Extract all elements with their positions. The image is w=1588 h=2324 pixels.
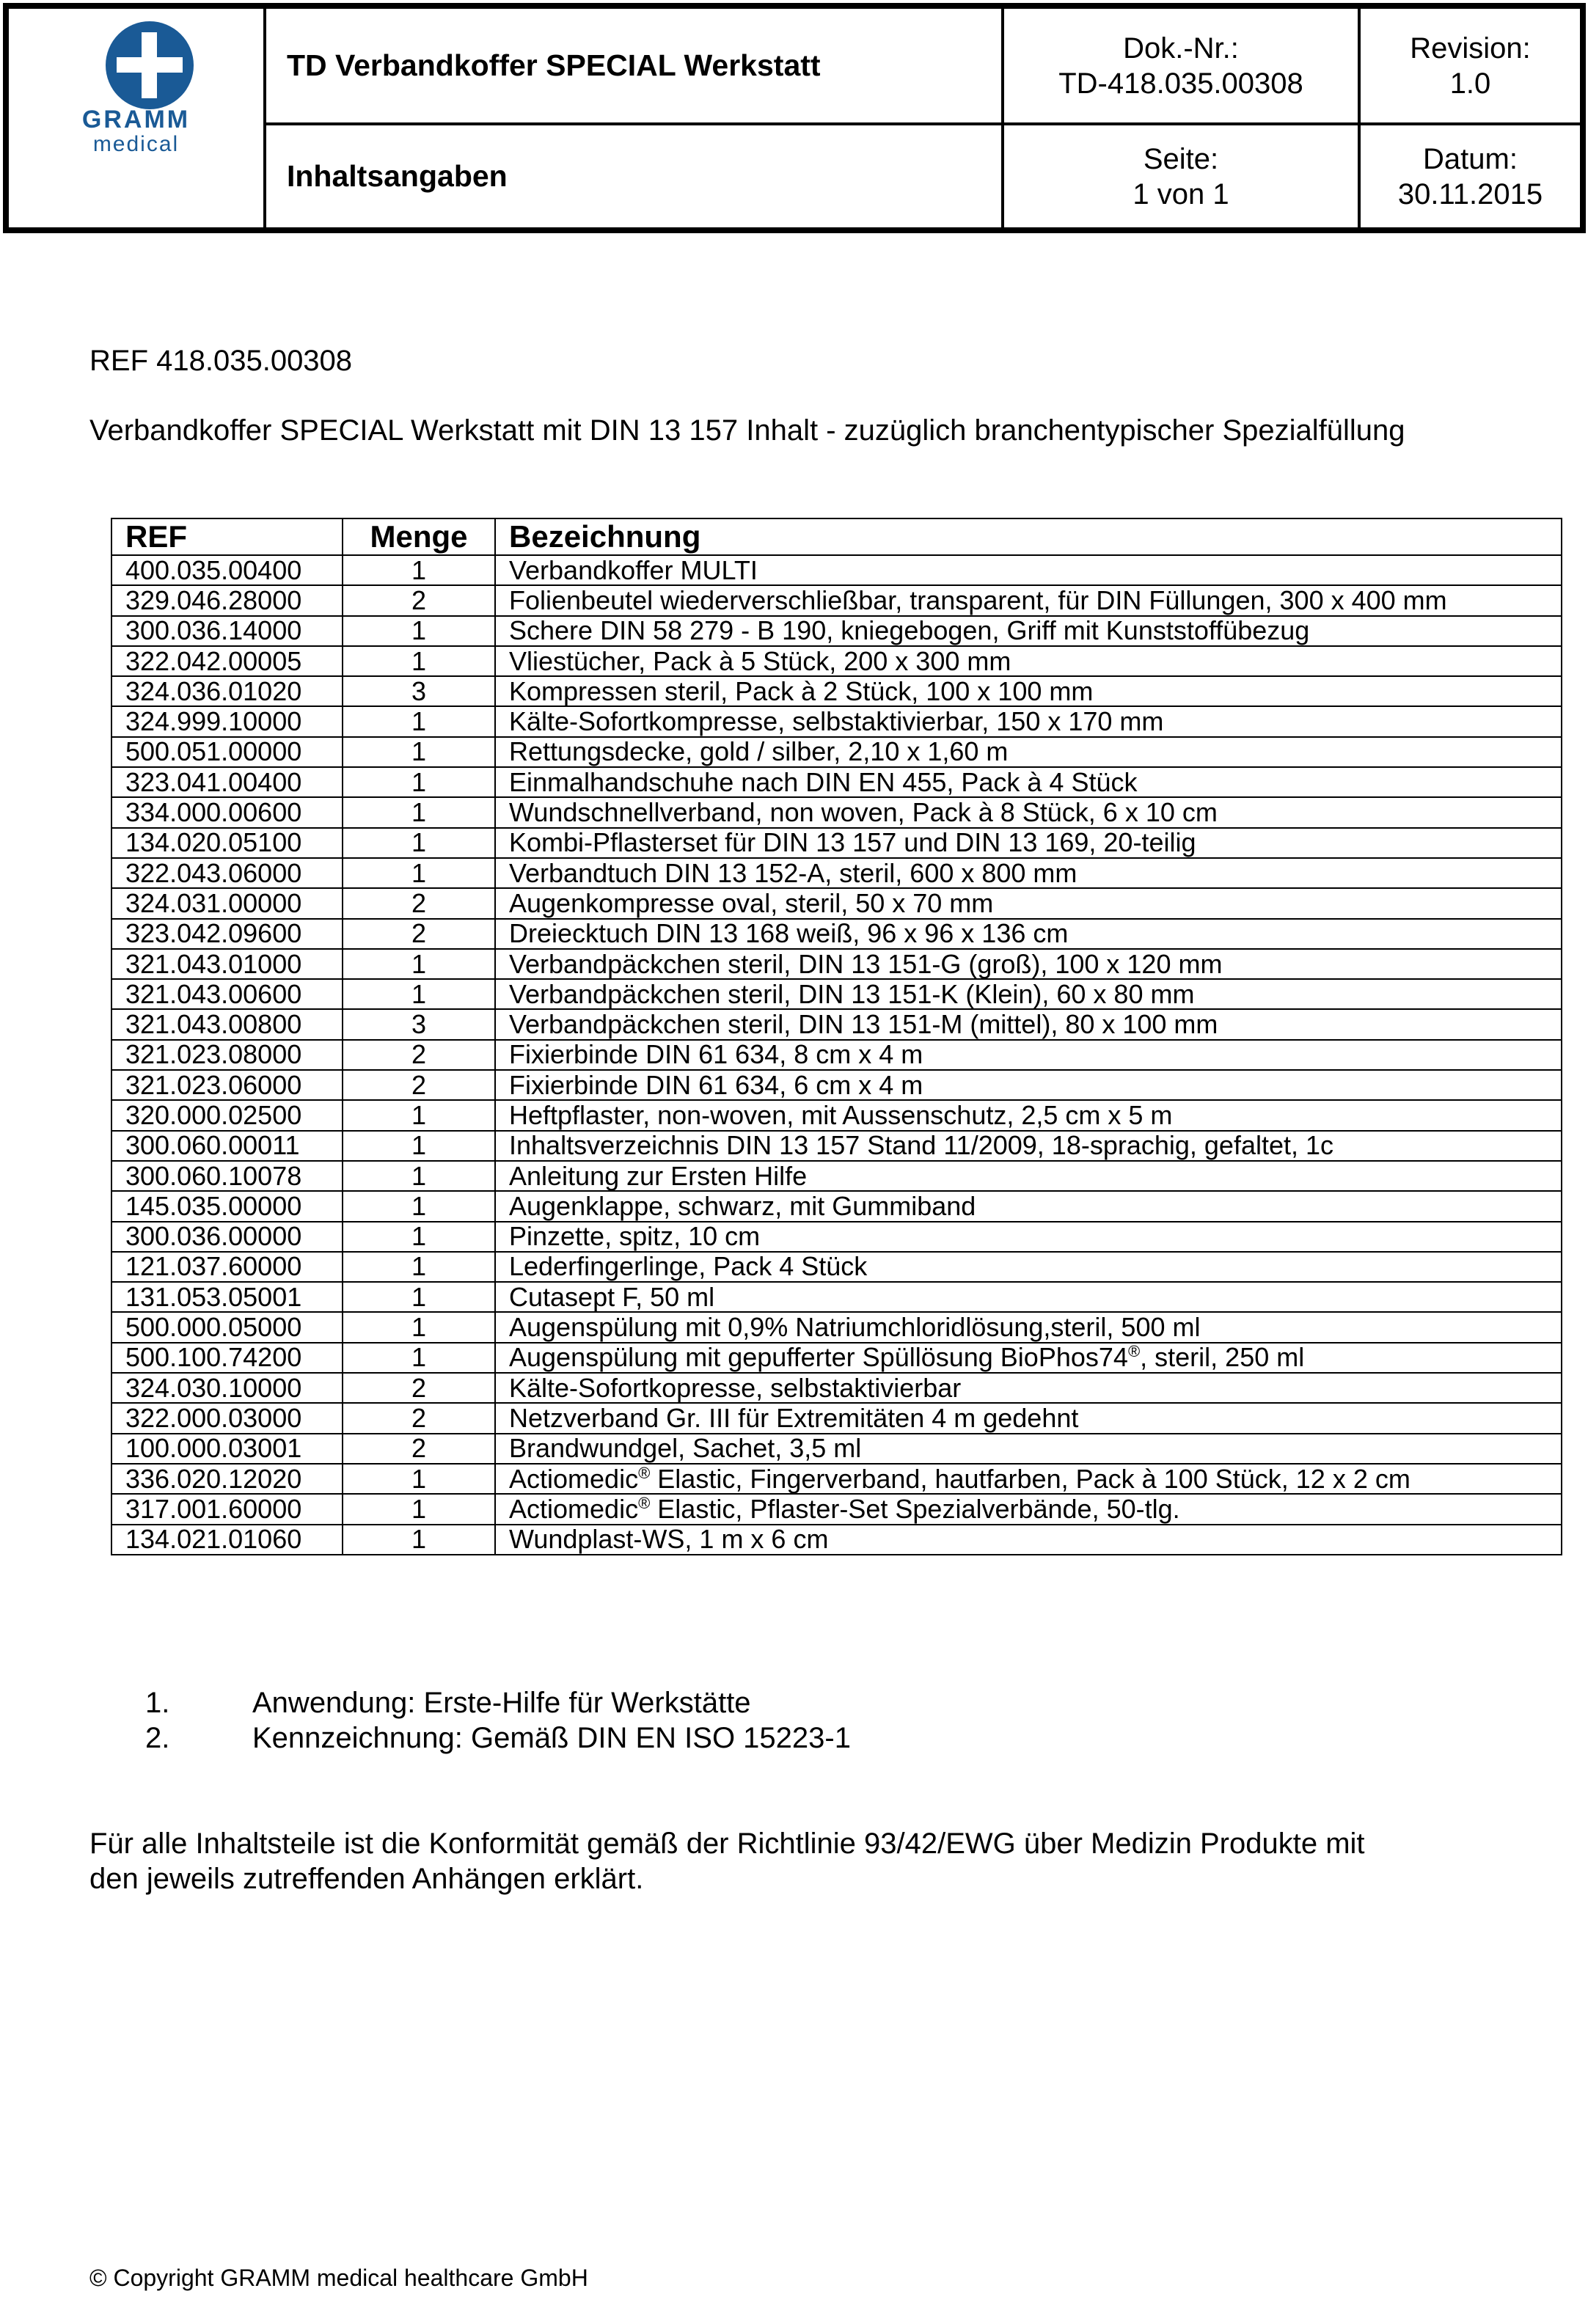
cell-qty: 3 [343,1009,495,1039]
cell-name [495,1312,1562,1342]
table-row [111,797,1562,827]
page-label: Seite: [1143,142,1219,175]
cell-ref: 321.023.08000 [111,1040,343,1070]
page-value: 1 von 1 [1133,177,1229,210]
cell-ref: 300.036.00000 [111,1222,343,1252]
cell-qty: 1 [343,767,495,797]
cell-name [495,949,1562,979]
item-name: Verbandpäckchen steril, DIN 13 151-M (mittel), 80 x 100 mm [509,1009,1218,1040]
table-row [111,585,1562,615]
item-name-suffix: , steril, 250 ml [1140,1342,1305,1373]
cell-qty: 2 [343,1373,495,1403]
document-title: TD Verbandkoffer SPECIAL Werkstatt [287,48,821,82]
item-name: Schere DIN 58 279 - B 190, kniegebogen, Griff mit Kunststoffübezug [509,615,1310,646]
table-row [111,1040,1562,1070]
cell-name [495,1161,1562,1191]
revision-cell [1361,9,1580,122]
table-row [111,1100,1562,1130]
table-row [111,1434,1562,1464]
item-name: Folienbeutel wiederverschließbar, transparent, für DIN Füllungen, 300 x 400 mm [509,584,1447,615]
item-name: Pinzette, spitz, 10 cm [509,1221,761,1252]
item-name: Heftpflaster, non-woven, mit Aussenschutz, 2,5 cm x 5 m [509,1099,1173,1130]
cell-ref: 321.043.00800 [111,1009,343,1039]
item-name: Rettungsdecke, gold / silber, 2,10 x 1,60 m [509,736,1009,767]
item-name: Brandwundgel, Sachet, 3,5 ml [509,1433,862,1464]
cell-ref: 500.051.00000 [111,737,343,767]
table-row [111,555,1562,585]
doc-number-value: TD-418.035.00308 [1058,67,1303,100]
registered-mark: ® [638,1463,651,1482]
item-name: Netzverband Gr. III für Extremitäten 4 m gedehnt [509,1402,1079,1433]
item-name-suffix: Elastic, Pflaster-Set Spezialverbände, 50-tlg. [650,1493,1180,1524]
cell-ref: 317.001.60000 [111,1494,343,1524]
table-row [111,1373,1562,1403]
cell-name [495,919,1562,949]
table-row [111,616,1562,646]
table-row [111,1312,1562,1342]
cell-qty: 1 [343,1161,495,1191]
conformity-statement: Für alle Inhaltsteile ist die Konformität gemäß der Richtlinie 93/42/EWG über Medizin Produkte mit [89,1828,1365,1860]
cell-name [495,1403,1562,1433]
cell-qty: 1 [343,1494,495,1524]
column-header-name: Bezeichnung [495,518,1562,555]
cell-qty: 1 [343,616,495,646]
item-name-suffix: Elastic, Fingerverband, hautfarben, Pack à 100 Stück, 12 x 2 cm [650,1463,1410,1494]
cell-qty: 1 [343,737,495,767]
cell-ref: 320.000.02500 [111,1100,343,1130]
cell-qty: 3 [343,676,495,706]
cell-name [495,1373,1562,1403]
logo-brand-sub: medical [92,132,180,156]
table-row [111,1282,1562,1312]
cell-ref: 121.037.60000 [111,1252,343,1282]
cell-ref: 324.036.01020 [111,676,343,706]
cell-ref: 322.000.03000 [111,1403,343,1433]
cell-qty: 2 [343,1403,495,1433]
cell-ref: 100.000.03001 [111,1434,343,1464]
cell-ref: 321.043.01000 [111,949,343,979]
cell-qty: 1 [343,1131,495,1161]
item-name: Verbandpäckchen steril, DIN 13 151-K (Klein), 60 x 80 mm [509,978,1195,1009]
cell-qty: 2 [343,1040,495,1070]
cell-ref: 134.020.05100 [111,828,343,858]
cell-ref: 323.041.00400 [111,767,343,797]
cell-qty: 1 [343,1343,495,1373]
table-header-row [111,518,1562,555]
cell-ref: 334.000.00600 [111,797,343,827]
table-row [111,979,1562,1009]
cell-name [495,1434,1562,1464]
cell-name [495,1191,1562,1221]
column-header-qty: Menge [343,518,495,555]
item-name: Inhaltsverzeichnis DIN 13 157 Stand 11/2009, 18-sprachig, gefaltet, 1c [509,1130,1334,1161]
cell-name [495,1464,1562,1494]
item-name: Augenspülung mit 0,9% Natriumchloridlösung,steril, 500 ml [509,1312,1201,1343]
registered-mark: ® [1127,1342,1141,1361]
registered-mark: ® [638,1493,651,1512]
item-name: Actiomedic [509,1463,639,1494]
cell-name [495,555,1562,585]
cell-ref: 300.060.10078 [111,1161,343,1191]
item-name: Einmalhandschuhe nach DIN EN 455, Pack à 4 Stück [509,766,1138,797]
cell-name [495,1282,1562,1312]
item-name: Wundschnellverband, non woven, Pack à 8 Stück, 6 x 10 cm [509,797,1218,828]
item-name: Kompressen steril, Pack à 2 Stück, 100 x 100 mm [509,675,1094,706]
table-row [111,1131,1562,1161]
cell-name [495,646,1562,676]
cell-name [495,585,1562,615]
cell-name [495,1252,1562,1282]
table-row [111,1525,1562,1555]
item-name: Lederfingerlinge, Pack 4 Stück [509,1251,868,1282]
doc-number-label: Dok.-Nr.: [1123,32,1239,65]
item-name: Verbandpäckchen steril, DIN 13 151-G (groß), 100 x 120 mm [509,948,1223,979]
table-row [111,1494,1562,1524]
cell-name [495,616,1562,646]
cell-qty: 1 [343,979,495,1009]
table-row [111,706,1562,736]
table-row [111,1252,1562,1282]
cell-name [495,979,1562,1009]
cell-qty: 1 [343,1312,495,1342]
cell-qty: 1 [343,1282,495,1312]
subtitle-cell [266,125,1022,227]
item-name: Kombi-Pflasterset für DIN 13 157 und DIN 13 169, 20-teilig [509,827,1196,858]
item-name: Verbandtuch DIN 13 152-A, steril, 600 x 800 mm [509,857,1077,888]
logo-brand-name: GRAMM [81,106,191,133]
item-name: Verbandkoffer MULTI [509,554,758,585]
cell-name [495,1040,1562,1070]
cell-name [495,1222,1562,1252]
cell-name [495,858,1562,888]
item-name: Wundplast-WS, 1 m x 6 cm [509,1524,829,1555]
cell-ref: 324.030.10000 [111,1373,343,1403]
cell-ref: 336.020.12020 [111,1464,343,1494]
cell-qty: 1 [343,646,495,676]
cell-ref: 500.100.74200 [111,1343,343,1373]
cell-qty: 1 [343,1525,495,1555]
table-row [111,676,1562,706]
table-row [111,1464,1562,1494]
cell-qty: 1 [343,1191,495,1221]
medical-cross-icon [105,21,194,110]
conformity-statement: den jeweils zutreffenden Anhängen erklärt. [89,1863,644,1895]
cell-name [495,1343,1562,1373]
item-name: Anleitung zur Ersten Hilfe [509,1160,808,1191]
cell-name [495,1525,1562,1555]
cell-ref: 321.023.06000 [111,1070,343,1100]
table-row [111,1161,1562,1191]
document-header [3,3,1586,233]
table-row [111,1222,1562,1252]
cell-qty: 1 [343,858,495,888]
column-header-ref: REF [111,518,343,555]
table-row [111,1009,1562,1039]
table-row [111,1343,1562,1373]
cell-ref: 500.000.05000 [111,1312,343,1342]
cell-name [495,706,1562,736]
product-description: Verbandkoffer SPECIAL Werkstatt mit DIN 13 157 Inhalt - zuzüglich branchentypischer Spezialfüllung [89,414,1405,447]
cell-ref: 131.053.05001 [111,1282,343,1312]
table-row [111,888,1562,918]
item-name: Kälte-Sofortkopresse, selbstaktivierbar [509,1372,962,1403]
item-name: Cutasept F, 50 ml [509,1281,715,1312]
cell-name [495,1009,1562,1039]
title-cell [266,9,1022,122]
date-label: Datum: [1423,142,1518,175]
page-cell [1004,125,1358,227]
doc-number-cell [1004,9,1358,122]
revision-value: 1.0 [1449,67,1491,100]
document-subtitle: Inhaltsangaben [287,159,508,193]
cell-qty: 1 [343,1222,495,1252]
cell-qty: 2 [343,1070,495,1100]
note-number: 1. [145,1687,170,1719]
item-name: Augenspülung mit gepufferter Spüllösung BioPhos74 [509,1342,1128,1373]
note-text: Kennzeichnung: Gemäß DIN EN ISO 15223-1 [252,1722,851,1754]
cell-name [495,676,1562,706]
table-row [111,767,1562,797]
cell-name [495,737,1562,767]
cell-qty: 2 [343,585,495,615]
cell-name [495,1494,1562,1524]
table-row [111,646,1562,676]
item-name: Vliestücher, Pack à 5 Stück, 200 x 300 mm [509,645,1011,676]
cell-ref: 321.043.00600 [111,979,343,1009]
table-row [111,737,1562,767]
table-row [111,858,1562,888]
item-name: Dreiecktuch DIN 13 168 weiß, 96 x 96 x 136 cm [509,918,1069,949]
ref-line: REF 418.035.00308 [89,345,353,377]
cell-name [495,1070,1562,1100]
cell-name [495,1100,1562,1130]
cell-name [495,1131,1562,1161]
cell-qty: 1 [343,828,495,858]
table-row [111,828,1562,858]
item-name: Kälte-Sofortkompresse, selbstaktivierbar, 150 x 170 mm [509,706,1164,737]
item-name: Augenklappe, schwarz, mit Gummiband [509,1190,976,1221]
table-row [111,949,1562,979]
cell-name [495,828,1562,858]
cell-qty: 1 [343,1464,495,1494]
cell-qty: 1 [343,1252,495,1282]
cell-name [495,888,1562,918]
table-row [111,1403,1562,1433]
cell-qty: 2 [343,1434,495,1464]
cell-qty: 1 [343,555,495,585]
cell-name [495,797,1562,827]
note-number: 2. [145,1722,170,1754]
cell-ref: 134.021.01060 [111,1525,343,1555]
item-name: Actiomedic [509,1493,639,1524]
cell-name [495,767,1562,797]
cell-ref: 324.031.00000 [111,888,343,918]
cell-qty: 1 [343,1100,495,1130]
cell-ref: 145.035.00000 [111,1191,343,1221]
company-logo [9,9,263,227]
cell-ref: 324.999.10000 [111,706,343,736]
cell-qty: 1 [343,706,495,736]
cell-ref: 323.042.09600 [111,919,343,949]
cell-ref: 400.035.00400 [111,555,343,585]
date-cell [1361,125,1580,227]
table-row [111,1070,1562,1100]
note-text: Anwendung: Erste-Hilfe für Werkstätte [252,1687,751,1719]
cell-ref: 300.036.14000 [111,616,343,646]
item-name: Fixierbinde DIN 61 634, 6 cm x 4 m [509,1069,923,1100]
contents-table [111,518,1562,1555]
table-row [111,1191,1562,1221]
revision-label: Revision: [1410,32,1531,65]
cell-qty: 2 [343,919,495,949]
cell-ref: 322.043.06000 [111,858,343,888]
cell-ref: 322.042.00005 [111,646,343,676]
cell-ref: 300.060.00011 [111,1131,343,1161]
date-value: 30.11.2015 [1397,177,1543,210]
cell-qty: 1 [343,797,495,827]
item-name: Augenkompresse oval, steril, 50 x 70 mm [509,887,994,918]
table-row [111,919,1562,949]
cell-ref: 329.046.28000 [111,585,343,615]
item-name: Fixierbinde DIN 61 634, 8 cm x 4 m [509,1039,923,1070]
cell-qty: 2 [343,888,495,918]
cell-qty: 1 [343,949,495,979]
copyright-footer: © Copyright GRAMM medical healthcare GmbH [89,2265,588,2291]
